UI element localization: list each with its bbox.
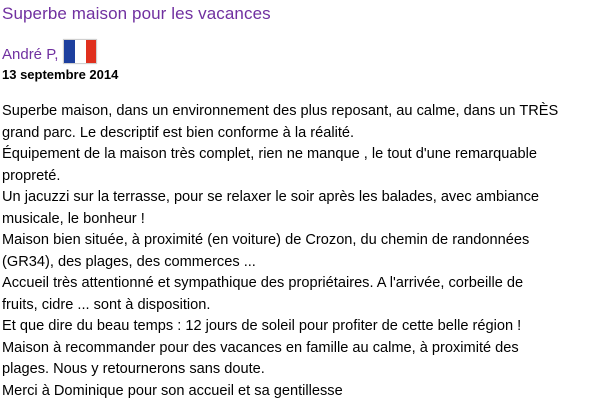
author-row xyxy=(2,36,97,66)
review-line: Merci à Dominique pour son accueil et sa gentillesse xyxy=(2,382,343,399)
review-line: Maison à recommander pour des vacances en famille au calme, à proximité des xyxy=(2,339,519,356)
review-line: Superbe maison, dans un environnement des plus reposant, au calme, dans un TRÈS xyxy=(2,103,559,119)
flag-stripe-blue xyxy=(64,40,75,63)
flag-stripe-white xyxy=(75,40,86,63)
review-body xyxy=(2,101,592,402)
review-line: grand parc. Le descriptif est bien conforme à la réalité. xyxy=(2,124,355,141)
review-line: fruits, cidre ... sont à disposition. xyxy=(2,296,211,313)
review-line: propreté. xyxy=(2,167,61,184)
review-line: Accueil très attentionné et sympathique des propriétaires. A l'arrivée, corbeille de xyxy=(2,275,524,291)
france-flag-icon xyxy=(63,39,97,64)
review-line: Maison bien située, à proximité (en voiture) de Crozon, du chemin de randonnées xyxy=(2,232,530,248)
review-line: musicale, le bonheur ! xyxy=(2,210,145,227)
review-date: 13 septembre 2014 xyxy=(2,67,119,82)
review-title: Superbe maison pour les vacances xyxy=(2,4,271,23)
review-line: Et que dire du beau temps : 12 jours de soleil pour profiter de cette belle région ! xyxy=(2,318,522,334)
author-name: André P, xyxy=(2,45,59,63)
flag-stripe-red xyxy=(86,40,97,63)
review-line: plages. Nous y retournerons sans doute. xyxy=(2,361,265,377)
review-line: Équipement de la maison très complet, rien ne manque , le tout d'une remarquable xyxy=(2,146,537,162)
review-line: (GR34), des plages, des commerces ... xyxy=(2,253,256,270)
review-line: Un jacuzzi sur la terrasse, pour se relaxer le soir après les balades, avec ambiance xyxy=(2,189,539,205)
